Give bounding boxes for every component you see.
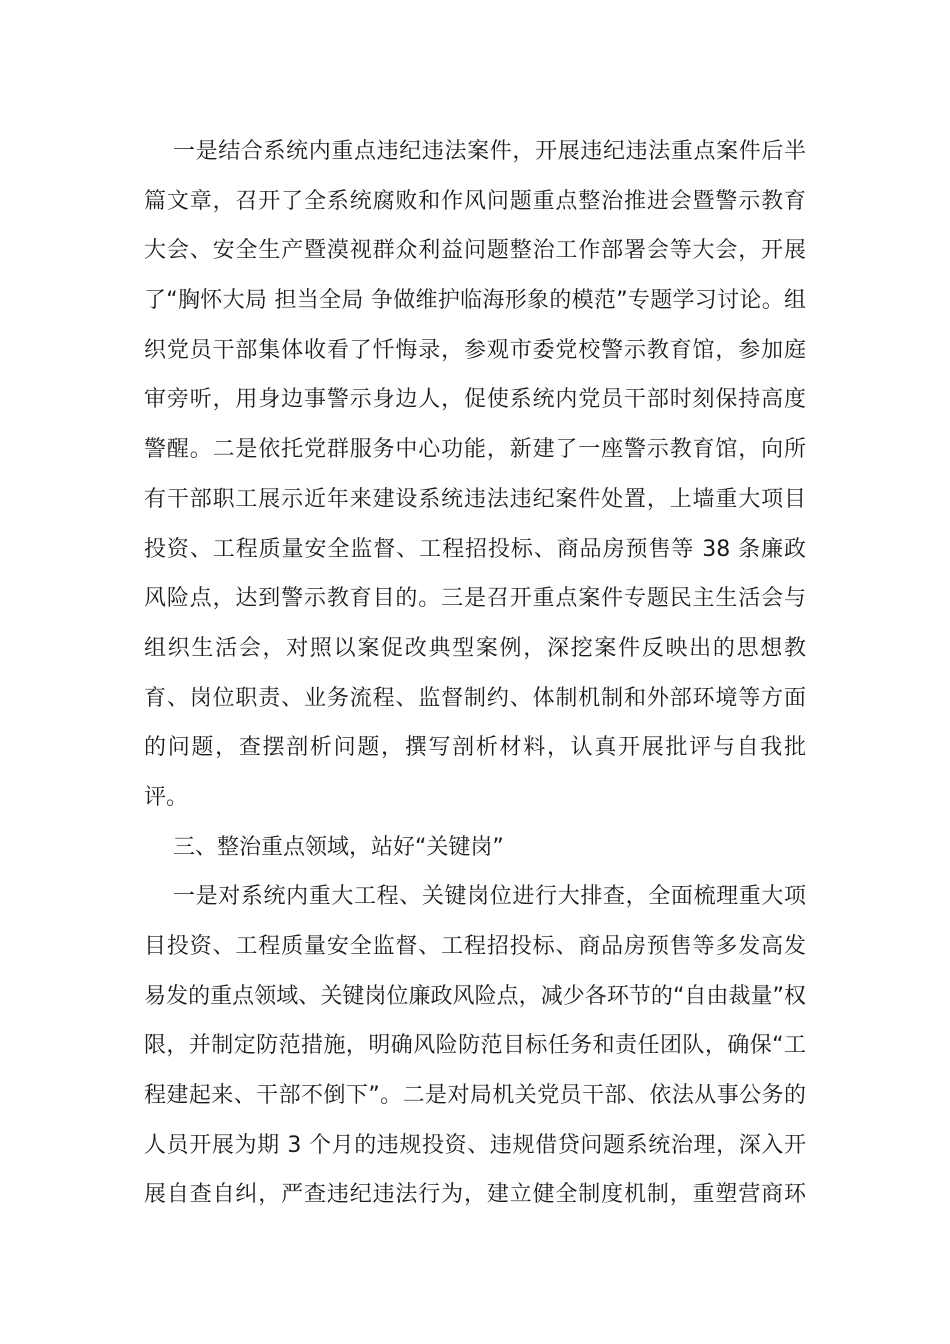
paragraph-line: 了“胸怀大局 担当全局 争做维护临海形象的模范”专题学习讨论。组 <box>144 288 806 314</box>
paragraph-line: 的问题，查摆剖析问题，撰写剖析材料，认真开展批评与自我批 <box>144 735 806 761</box>
paragraph-line: 目投资、工程质量安全监督、工程招投标、商品房预售等多发高发 <box>144 934 806 959</box>
paragraph-line: 篇文章，召开了全系统腐败和作风问题重点整治推进会暨警示教育 <box>144 188 806 214</box>
paragraph-line: 展自查自纠，严查违纪违法行为，建立健全制度机制，重塑营商环 <box>144 1182 806 1208</box>
paragraph-line: 有干部职工展示近年来建设系统违法违纪案件处置，上墙重大项目 <box>144 486 806 512</box>
paragraph-line: 程建起来、干部不倒下”。二是对局机关党员干部、依法从事公务的 <box>144 1083 806 1109</box>
paragraph-line: 警醒。二是依托党群服务中心功能，新建了一座警示教育馆，向所 <box>144 437 806 463</box>
paragraph-line: 风险点，达到警示教育目的。三是召开重点案件专题民主生活会与 <box>144 586 806 612</box>
paragraph-line: 一是结合系统内重点违纪违法案件，开展违纪违法重点案件后半 <box>173 139 806 164</box>
paragraph-line: 评。 <box>144 784 189 810</box>
document-body <box>144 127 806 1220</box>
paragraph-line: 易发的重点领域、关键岗位廉政风险点，减少各环节的“自由裁量”权 <box>144 983 806 1009</box>
paragraph-line: 审旁听，用身边事警示身边人，促使系统内党员干部时刻保持高度 <box>144 387 806 413</box>
paragraph-line: 大会、安全生产暨漠视群众利益问题整治工作部署会等大会，开展 <box>144 238 806 264</box>
paragraph-line: 育、岗位职责、业务流程、监督制约、体制机制和外部环境等方面 <box>144 685 806 711</box>
paragraph-line: 织党员干部集体收看了忏悔录，参观市委党校警示教育馆，参加庭 <box>144 337 806 363</box>
paragraph-line: 投资、工程质量安全监督、工程招投标、商品房预售等 38 条廉政 <box>144 536 806 562</box>
paragraph-line: 一是对系统内重大工程、关键岗位进行大排查，全面梳理重大项 <box>173 884 806 910</box>
section-heading: 三、整治重点领域，站好“关键岗” <box>173 834 504 860</box>
paragraph-line: 限，并制定防范措施，明确风险防范目标任务和责任团队，确保“工 <box>144 1033 806 1059</box>
paragraph-line: 组织生活会，对照以案促改典型案例，深挖案件反映出的思想教 <box>144 635 806 661</box>
paragraph-line: 人员开展为期 3 个月的违规投资、违规借贷问题系统治理，深入开 <box>144 1132 806 1158</box>
